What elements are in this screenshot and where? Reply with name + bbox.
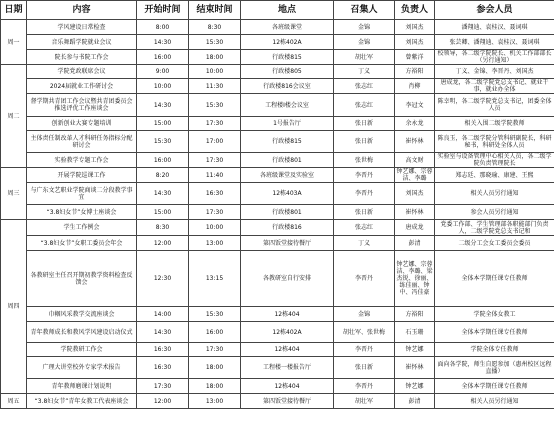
lead-person: 余永龙: [395, 117, 435, 131]
schedule-row: [1, 379, 554, 394]
schedule-row: [1, 20, 554, 35]
location: 第四饭堂接待餐厅: [241, 236, 334, 251]
event-title: 创新创业大赛专题培训: [27, 117, 137, 131]
schedule-row: [1, 79, 554, 94]
event-title: 学院党政联席会议: [27, 65, 137, 79]
end-time: 16:30: [189, 183, 241, 205]
attendees: 丁义、金锦、李晋丹、刘国杰: [435, 65, 554, 79]
start-time: 16:00: [137, 50, 189, 65]
end-time: 16:00: [189, 322, 241, 343]
location: 工程楼I楼会议室: [241, 94, 334, 117]
schedule-row: [1, 65, 554, 79]
location: 各班级课堂及实验室: [241, 168, 334, 183]
end-time: 15:30: [189, 94, 241, 117]
event-title: 学院教研工作会: [27, 343, 137, 357]
end-time: 17:30: [189, 343, 241, 357]
event-title: “3.8妇女节”青年女教工代表座谈会: [27, 394, 137, 409]
convener: 张世梅: [334, 153, 395, 168]
schedule-row: [1, 94, 554, 117]
attendees: 校领导，各二级学院院长、机关工作部部长（另行通知）: [435, 50, 554, 65]
convener: 张日新: [334, 357, 395, 379]
attendees: 实验室与设备管理中心相关人员，各二级学院负责管理院长: [435, 153, 554, 168]
start-time: 15:00: [137, 205, 189, 220]
convener: 李晋丹: [334, 343, 395, 357]
start-time: 12:30: [137, 251, 189, 307]
day-label: 周二: [1, 65, 27, 168]
schedule-row: [1, 205, 554, 220]
event-title: 开展学院巡课工作: [27, 168, 137, 183]
attendees: 党委工作部、学生管理部各职能部门负责人，二级学院党总支书记和: [435, 220, 554, 236]
end-time: 11:30: [189, 79, 241, 94]
start-time: 10:00: [137, 79, 189, 94]
event-title: 各教研室主任召开期初教学资料检查反馈会: [27, 251, 137, 307]
event-title: 巾帼风采教学交流座谈会: [27, 307, 137, 322]
end-time: 11:40: [189, 168, 241, 183]
convener: 胡壮军: [334, 50, 395, 65]
convener: 丁义: [334, 65, 395, 79]
schedule-row: [1, 322, 554, 343]
location: 各教研室自行安排: [241, 251, 334, 307]
convener: 李晋丹: [334, 251, 395, 307]
convener: 张志红: [334, 220, 395, 236]
event-title: 2024届就业工作研讨会: [27, 79, 137, 94]
convener: 张日新: [334, 205, 395, 220]
location: 第四饭堂接待餐厅: [241, 394, 334, 409]
lead-person: 刘国杰: [395, 183, 435, 205]
schedule-row: [1, 251, 554, 307]
attendees: 全体本学期任课专任教师: [435, 251, 554, 307]
header-convener: 召集人: [334, 1, 395, 20]
end-time: 13:00: [189, 236, 241, 251]
header-row: [1, 1, 554, 20]
end-time: 18:00: [189, 50, 241, 65]
attendees: 学院全体女教工: [435, 307, 554, 322]
location: 各班级课堂: [241, 20, 334, 35]
event-title: 广理大讲堂校外专家学术报告: [27, 357, 137, 379]
start-time: 14:30: [137, 322, 189, 343]
event-title: 青年教师磨课计划说明: [27, 379, 137, 394]
start-time: 14:30: [137, 35, 189, 50]
location: 工程楼一楼报告厅: [241, 357, 334, 379]
start-time: 14:00: [137, 307, 189, 322]
convener: 金锦: [334, 35, 395, 50]
schedule-row: [1, 357, 554, 379]
start-time: 15:30: [137, 131, 189, 153]
location: 12栋402A: [241, 322, 334, 343]
location: 行政楼815: [241, 131, 334, 153]
lead-person: 彭清: [395, 236, 435, 251]
event-title: 督学期共青团工作会议暨共青团委员会推选评优工作座谈会: [27, 94, 137, 117]
lead-person: 曾紫洋: [395, 50, 435, 65]
convener: 胡壮军: [334, 394, 395, 409]
attendees: 相关入围二级学院教师: [435, 117, 554, 131]
attendees: 面向各学院，师生自愿参加（惠州校区远程直播）: [435, 357, 554, 379]
day-label: 周四: [1, 220, 27, 394]
start-time: 12:00: [137, 236, 189, 251]
location: 行政楼805: [241, 65, 334, 79]
attendees: 陈幸明，各二级学院党总支书记，团委全体人员: [435, 94, 554, 117]
event-title: 学生工作例会: [27, 220, 137, 236]
convener: 丁义: [334, 236, 395, 251]
header-start-time: 开始时间: [137, 1, 189, 20]
attendees: 相关人员另行通知: [435, 394, 554, 409]
lead-person: 刘国杰: [395, 35, 435, 50]
start-time: 8:20: [137, 168, 189, 183]
header-content: 内容: [27, 1, 137, 20]
end-time: 13:15: [189, 251, 241, 307]
event-title: 青年教师成长和教风学风建设启动仪式: [27, 322, 137, 343]
attendees: 潘翔迪、袁桂汉、聂词琪: [435, 20, 554, 35]
lead-person: 李冠文: [395, 94, 435, 117]
lead-person: 钟艺娜、宗蓉洁、李璐、梁杰锐、徐丽、练佳丽、钟中、冯佳豪: [395, 251, 435, 307]
header-location: 地点: [241, 1, 334, 20]
day-label: 周五: [1, 394, 27, 409]
start-time: 16:00: [137, 153, 189, 168]
lead-person: 崔怀林: [395, 205, 435, 220]
lead-person: 崔怀林: [395, 131, 435, 153]
end-time: 18:00: [189, 379, 241, 394]
event-title: “3.8妇女节”女博士座谈会: [27, 205, 137, 220]
convener: 胡壮军、张世梅: [334, 322, 395, 343]
lead-person: 钟艺娜、宗蓉洁、李璐: [396, 168, 433, 182]
start-time: 9:00: [137, 65, 189, 79]
convener: 金锦: [334, 307, 395, 322]
start-time: 12:00: [137, 394, 189, 409]
event-title: 主体责任制改革人才科研任务指标分配研讨会: [27, 131, 137, 153]
lead-person: 彭清: [395, 394, 435, 409]
attendees: 唐成龙，各二级学院党总支书记、就业干事，就业办全体: [435, 79, 554, 94]
location: 行政楼801: [241, 205, 334, 220]
lead-person: 肖柳: [395, 79, 435, 94]
convener: 张日新: [334, 131, 395, 153]
end-time: 10:00: [189, 65, 241, 79]
location: 12栋403A: [241, 183, 334, 205]
attendees: 张芸卿、潘翔迪、袁桂汉、聂词琪: [435, 35, 554, 50]
schedule-row: [1, 50, 554, 65]
header-lead: 负责人: [395, 1, 435, 20]
location: 行政楼816: [241, 220, 334, 236]
lead-person: 方裕阳: [395, 65, 435, 79]
schedule-row: [1, 183, 554, 205]
event-title: 院长参与书院工作会: [27, 50, 137, 65]
location: 12栋404: [241, 379, 334, 394]
schedule-row: [1, 343, 554, 357]
start-time: 15:00: [137, 117, 189, 131]
event-title: 学风建设日常检查: [27, 20, 137, 35]
location: 12栋402A: [241, 35, 334, 50]
event-title: “3.8妇女节”女职工委员会年会: [27, 236, 137, 251]
lead-person: 钟艺娜: [395, 379, 435, 394]
lead-person: 石玉珊: [395, 322, 435, 343]
attendees: 二级分工会女工委员会委员: [435, 236, 554, 251]
end-time: 17:30: [189, 153, 241, 168]
convener: 张日新: [334, 117, 395, 131]
end-time: 15:30: [189, 35, 241, 50]
lead-person: 崔怀林: [395, 357, 435, 379]
end-time: 18:00: [189, 357, 241, 379]
start-time: 14:30: [137, 183, 189, 205]
lead-person: 高文财: [395, 153, 435, 168]
start-time: 8:00: [137, 20, 189, 35]
convener: 金锦: [334, 20, 395, 35]
start-time: 17:30: [137, 379, 189, 394]
attendees: 参会人员另行通知: [435, 205, 554, 220]
schedule-row: [1, 153, 554, 168]
lead-person: 钟艺娜: [395, 343, 435, 357]
end-time: 8:30: [189, 20, 241, 35]
convener: 张志红: [334, 79, 395, 94]
schedule-row: [1, 220, 554, 236]
schedule-row: [1, 131, 554, 153]
lead-person: 方裕阳: [395, 307, 435, 322]
schedule-row: [1, 394, 554, 409]
schedule-row: [1, 236, 554, 251]
convener: 张志红: [334, 94, 395, 117]
end-time: 17:30: [189, 205, 241, 220]
convener: 李晋丹: [334, 183, 395, 205]
end-time: 15:30: [189, 307, 241, 322]
header-attendees: 参会人员: [435, 1, 554, 20]
day-label: 周三: [1, 168, 27, 220]
schedule-row: [1, 117, 554, 131]
header-end-time: 结束时间: [189, 1, 241, 20]
location: 12栋404: [241, 343, 334, 357]
start-time: 16:30: [137, 357, 189, 379]
end-time: 10:00: [189, 220, 241, 236]
attendees: 全体本学期任课专任教师: [435, 322, 554, 343]
attendees: 学院全体专任教师: [435, 343, 554, 357]
location: 行政楼815: [241, 50, 334, 65]
attendees: 郑志廷、那晓瑜、康建、王熙: [435, 168, 554, 183]
schedule-row: [1, 35, 554, 50]
end-time: 13:00: [189, 394, 241, 409]
convener: 李晋丹: [334, 379, 395, 394]
start-time: 8:30: [137, 220, 189, 236]
event-title: 实验教学专题工作会: [27, 153, 137, 168]
attendees: 全体本学期任课专任教师: [435, 379, 554, 394]
schedule-row: [1, 168, 554, 183]
location: 行政楼816会议室: [241, 79, 334, 94]
event-title: 音乐舞蹈学院就业会议: [27, 35, 137, 50]
location: 行政楼801: [241, 153, 334, 168]
lead-person: 刘国杰: [395, 20, 435, 35]
attendees: 相关人员另行通知: [435, 183, 554, 205]
start-time: 14:30: [137, 94, 189, 117]
location: 1号报告厅: [241, 117, 334, 131]
event-title: 与广东文艺职业学院商谈二分段教学事宜: [27, 183, 137, 205]
lead-person: 唐成龙: [395, 220, 435, 236]
location: 12栋404: [241, 307, 334, 322]
day-label: 周一: [1, 20, 27, 65]
attendees: 陈良玉，各二级学院分管科研副院长，科研秘书，科研处全体人员: [435, 131, 554, 153]
start-time: 16:30: [137, 343, 189, 357]
schedule-row: [1, 307, 554, 322]
convener: 李晋丹: [334, 168, 395, 183]
end-time: 17:30: [189, 117, 241, 131]
header-date: 日期: [1, 1, 27, 20]
end-time: 17:00: [189, 131, 241, 153]
